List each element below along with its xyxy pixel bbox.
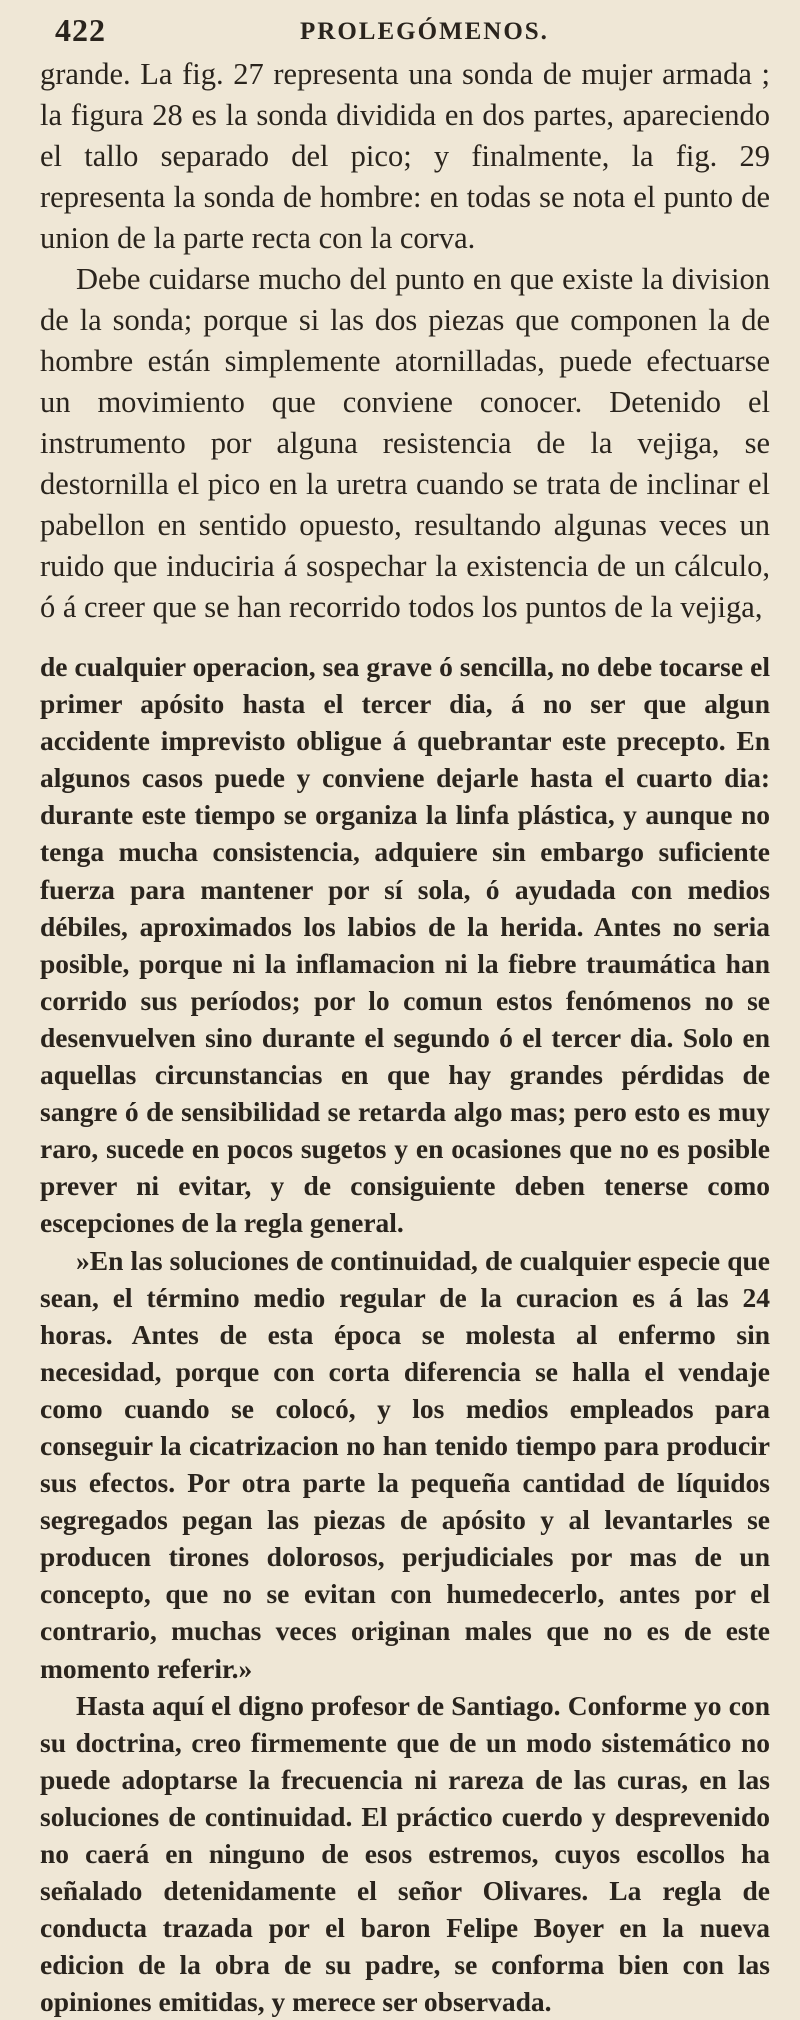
- page-number: 422: [55, 12, 106, 48]
- paragraph-sonda-division: Debe cuidarse mucho del punto en que existe la division de la sonda; porque si las dos piezas que componen la de hombre están simplemente atornilladas, puede efectuarse un movimiento que conviene conocer. Detenido el instrumento por alguna resistencia de la vejiga, se destornilla el pico en la uretra cuando se trata de inclinar el pabellon en sentido opuesto, resultando algunas veces un ruido que induciria á sospechar la existencia de un cálculo, ó á creer que se han recorrido todos los puntos de la vejiga,: [40, 262, 770, 624]
- running-head: [40, 8, 770, 52]
- running-title: PROLEGÓMENOS.: [300, 18, 549, 45]
- upper-text-block: [40, 54, 770, 628]
- paragraph-author-comment: Hasta aquí el digno profesor de Santiago. Conforme yo con su doctrina, creo firmemente que de un modo sistemático no puede adoptarse la frecuencia ni rareza de las curas, en las soluciones de continuidad. El práctico cuerdo y desprevenido no caerá en ninguno de esos estremos, cuyos escollos ha señalado detenidamente el señor Olivares. La regla de conducta trazada por el baron Felipe Boyer en la nueva edicion de la obra de su padre, se conforma bien con las opiniones emitidas, y merece ser observada.: [40, 1689, 770, 2018]
- paragraph-first-dressing: de cualquier operacion, sea grave ó sencilla, no debe tocarse el primer apósito hasta el tercer dia, á no ser que algun accidente imprevisto obligue á quebrantar este precepto. En algunos casos puede y conviene dejarle hasta el cuarto dia: durante este tiempo se organiza la linfa plástica, y aunque no tenga mucha consistencia, adquiere sin embargo suficiente fuerza para mantener por sí sola, ó ayudada con medios débiles, aproximados los labios de la herida. Antes no seria posible, porque ni la inflamacion ni la fiebre traumática han corrido sus períodos; por lo comun estos fenómenos no se desenvuelven sino durante el segundo ó el tercer dia. Solo en aquellas circunstancias en que hay grandes pérdidas de sangre ó de sensibilidad se retarda algo mas; pero esto es muy raro, sucede en pocos sugetos y en ocasiones que no es posible prever ni evitar, y de consiguiente deben tenerse como escepciones de la regla general.: [40, 651, 770, 1239]
- paragraph-continuation: grande. La fig. 27 representa una sonda de mujer armada ; la figura 28 es la sonda dividida en dos partes, apareciendo el tallo separado del pico; y finalmente, la fig. 29 representa la sonda de hombre: en todas se nota el punto de union de la parte recta con la corva.: [40, 57, 770, 255]
- paragraph-quoted-solutions: »En las soluciones de continuidad, de cualquier especie que sean, el término medio regular de la curacion es á las 24 horas. Antes de esta época se molesta al enfermo sin necesidad, porque con corta diferencia se halla el vendaje como cuando se colocó, y los medios empleados para conseguir la cicatrizacion no han tenido tiempo para producir sus efectos. Por otra parte la pequeña cantidad de líquidos segregados pegan las piezas de apósito y al levantarles se producen tirones dolorosos, perjudiciales por mas de un concepto, que no se evitan con humedecerlo, antes por el contrario, muchas veces originan males que no es de este momento referir.»: [40, 1244, 770, 1684]
- lower-text-block: [40, 648, 770, 2020]
